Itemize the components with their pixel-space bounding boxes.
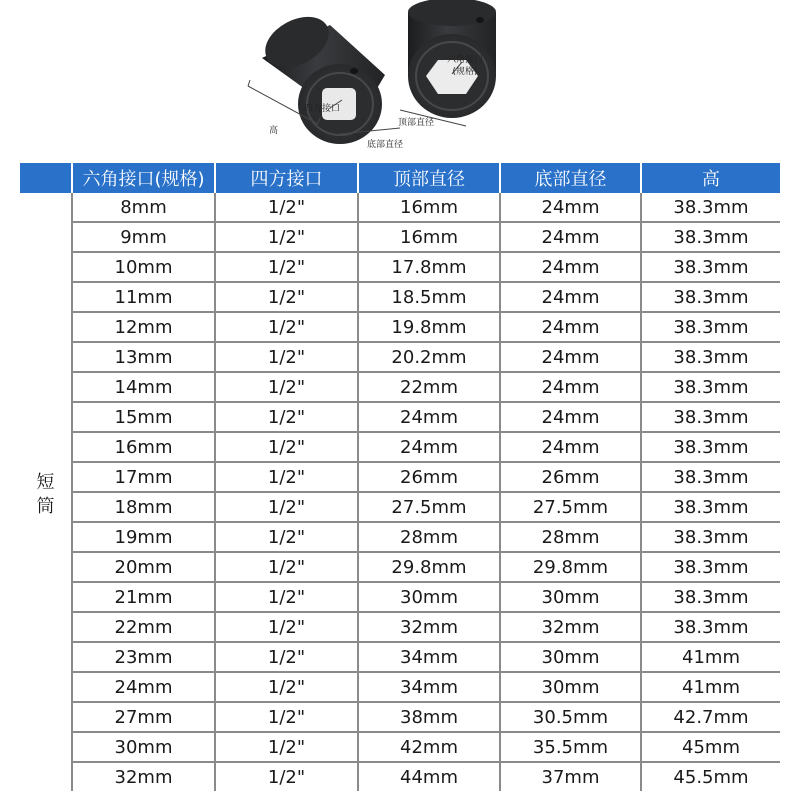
cell-height: 38.3mm xyxy=(641,582,780,612)
cell-hex-size: 8mm xyxy=(72,193,215,222)
cell-height: 45mm xyxy=(641,732,780,762)
cell-hex-size: 16mm xyxy=(72,432,215,462)
header-top-diameter: 顶部直径 xyxy=(358,163,500,193)
cell-square-drive: 1/2" xyxy=(215,342,358,372)
cell-height: 38.3mm xyxy=(641,282,780,312)
square-drive-label: 四方接口 xyxy=(304,104,341,114)
cell-height: 38.3mm xyxy=(641,312,780,342)
table-row xyxy=(20,222,780,252)
cell-top-diameter: 16mm xyxy=(358,222,500,252)
cell-square-drive: 1/2" xyxy=(215,252,358,282)
cell-bottom-diameter: 24mm xyxy=(500,282,641,312)
cell-height: 38.3mm xyxy=(641,193,780,222)
table-row xyxy=(20,522,780,552)
cell-hex-size: 13mm xyxy=(72,342,215,372)
cell-top-diameter: 22mm xyxy=(358,372,500,402)
cell-square-drive: 1/2" xyxy=(215,552,358,582)
cell-top-diameter: 24mm xyxy=(358,432,500,462)
table-body xyxy=(20,193,780,791)
cell-square-drive: 1/2" xyxy=(215,222,358,252)
cell-top-diameter: 30mm xyxy=(358,582,500,612)
top-diameter-label: 顶部直径 xyxy=(398,118,435,128)
hex-socket-label-line1: 六角接口 xyxy=(447,55,484,65)
cell-top-diameter: 16mm xyxy=(358,193,500,222)
cell-square-drive: 1/2" xyxy=(215,582,358,612)
cell-height: 38.3mm xyxy=(641,432,780,462)
table-row xyxy=(20,402,780,432)
bottom-diameter-label: 底部直径 xyxy=(367,140,404,150)
cell-bottom-diameter: 24mm xyxy=(500,342,641,372)
cell-bottom-diameter: 30mm xyxy=(500,582,641,612)
cell-square-drive: 1/2" xyxy=(215,492,358,522)
cell-bottom-diameter: 24mm xyxy=(500,222,641,252)
cell-square-drive: 1/2" xyxy=(215,432,358,462)
cell-hex-size: 19mm xyxy=(72,522,215,552)
cell-square-drive: 1/2" xyxy=(215,612,358,642)
cell-height: 38.3mm xyxy=(641,342,780,372)
cell-square-drive: 1/2" xyxy=(215,402,358,432)
cell-height: 42.7mm xyxy=(641,702,780,732)
header-square-drive: 四方接口 xyxy=(215,163,358,193)
cell-bottom-diameter: 24mm xyxy=(500,402,641,432)
cell-bottom-diameter: 35.5mm xyxy=(500,732,641,762)
cell-top-diameter: 27.5mm xyxy=(358,492,500,522)
cell-bottom-diameter: 29.8mm xyxy=(500,552,641,582)
table-row xyxy=(20,282,780,312)
cell-height: 38.3mm xyxy=(641,552,780,582)
cell-hex-size: 22mm xyxy=(72,612,215,642)
cell-square-drive: 1/2" xyxy=(215,282,358,312)
table-row xyxy=(20,432,780,462)
cell-top-diameter: 44mm xyxy=(358,762,500,791)
cell-bottom-diameter: 30.5mm xyxy=(500,702,641,732)
hex-socket-label xyxy=(447,54,483,78)
cell-hex-size: 30mm xyxy=(72,732,215,762)
cell-square-drive: 1/2" xyxy=(215,462,358,492)
table-row xyxy=(20,642,780,672)
group-label: 短筒 xyxy=(36,472,55,517)
cell-square-drive: 1/2" xyxy=(215,522,358,552)
cell-height: 38.3mm xyxy=(641,402,780,432)
cell-height: 38.3mm xyxy=(641,522,780,552)
cell-top-diameter: 20.2mm xyxy=(358,342,500,372)
cell-hex-size: 24mm xyxy=(72,672,215,702)
cell-height: 41mm xyxy=(641,642,780,672)
table-row xyxy=(20,582,780,612)
table-row xyxy=(20,762,780,791)
cell-height: 38.3mm xyxy=(641,462,780,492)
cell-height: 38.3mm xyxy=(641,492,780,522)
cell-square-drive: 1/2" xyxy=(215,642,358,672)
cell-bottom-diameter: 24mm xyxy=(500,252,641,282)
cell-bottom-diameter: 32mm xyxy=(500,612,641,642)
height-label: 高 xyxy=(269,126,279,136)
cell-hex-size: 11mm xyxy=(72,282,215,312)
cell-hex-size: 14mm xyxy=(72,372,215,402)
cell-square-drive: 1/2" xyxy=(215,672,358,702)
cell-bottom-diameter: 24mm xyxy=(500,312,641,342)
cell-height: 38.3mm xyxy=(641,252,780,282)
table-row xyxy=(20,462,780,492)
cell-square-drive: 1/2" xyxy=(215,702,358,732)
cell-hex-size: 15mm xyxy=(72,402,215,432)
cell-square-drive: 1/2" xyxy=(215,312,358,342)
cell-hex-size: 10mm xyxy=(72,252,215,282)
table-row xyxy=(20,312,780,342)
cell-bottom-diameter: 24mm xyxy=(500,372,641,402)
cell-top-diameter: 18.5mm xyxy=(358,282,500,312)
table-row xyxy=(20,252,780,282)
cell-top-diameter: 24mm xyxy=(358,402,500,432)
cell-top-diameter: 42mm xyxy=(358,732,500,762)
table-row xyxy=(20,612,780,642)
cell-top-diameter: 28mm xyxy=(358,522,500,552)
cell-top-diameter: 17.8mm xyxy=(358,252,500,282)
cell-top-diameter: 34mm xyxy=(358,642,500,672)
table-row xyxy=(20,702,780,732)
cell-square-drive: 1/2" xyxy=(215,762,358,791)
cell-hex-size: 21mm xyxy=(72,582,215,612)
cell-hex-size: 12mm xyxy=(72,312,215,342)
table-row xyxy=(20,193,780,222)
cell-bottom-diameter: 30mm xyxy=(500,642,641,672)
table-row xyxy=(20,552,780,582)
cell-hex-size: 17mm xyxy=(72,462,215,492)
cell-bottom-diameter: 26mm xyxy=(500,462,641,492)
cell-top-diameter: 26mm xyxy=(358,462,500,492)
cell-bottom-diameter: 30mm xyxy=(500,672,641,702)
product-illustration xyxy=(0,0,800,160)
group-label-cell xyxy=(20,193,72,791)
cell-bottom-diameter: 28mm xyxy=(500,522,641,552)
table-row xyxy=(20,342,780,372)
header-bottom-diameter: 底部直径 xyxy=(500,163,641,193)
cell-hex-size: 9mm xyxy=(72,222,215,252)
cell-square-drive: 1/2" xyxy=(215,372,358,402)
cell-height: 45.5mm xyxy=(641,762,780,791)
cell-hex-size: 18mm xyxy=(72,492,215,522)
cell-hex-size: 20mm xyxy=(72,552,215,582)
cell-height: 38.3mm xyxy=(641,372,780,402)
spec-table xyxy=(20,163,780,791)
cell-hex-size: 32mm xyxy=(72,762,215,791)
cell-height: 38.3mm xyxy=(641,222,780,252)
socket-drawing xyxy=(0,0,800,160)
table-row xyxy=(20,492,780,522)
cell-top-diameter: 19.8mm xyxy=(358,312,500,342)
cell-square-drive: 1/2" xyxy=(215,732,358,762)
header-height: 高 xyxy=(641,163,780,193)
cell-top-diameter: 29.8mm xyxy=(358,552,500,582)
cell-height: 38.3mm xyxy=(641,612,780,642)
header-group xyxy=(20,163,72,193)
cell-square-drive: 1/2" xyxy=(215,193,358,222)
cell-top-diameter: 38mm xyxy=(358,702,500,732)
table-row xyxy=(20,732,780,762)
cell-hex-size: 27mm xyxy=(72,702,215,732)
cell-top-diameter: 32mm xyxy=(358,612,500,642)
table-row xyxy=(20,672,780,702)
cell-bottom-diameter: 24mm xyxy=(500,432,641,462)
cell-hex-size: 23mm xyxy=(72,642,215,672)
hex-socket-label-line2: (规格) xyxy=(452,67,478,77)
cell-bottom-diameter: 37mm xyxy=(500,762,641,791)
header-hex-size: 六角接口(规格) xyxy=(72,163,215,193)
table-header-row xyxy=(20,163,780,193)
table-row xyxy=(20,372,780,402)
cell-height: 41mm xyxy=(641,672,780,702)
cell-bottom-diameter: 24mm xyxy=(500,193,641,222)
cell-bottom-diameter: 27.5mm xyxy=(500,492,641,522)
cell-top-diameter: 34mm xyxy=(358,672,500,702)
